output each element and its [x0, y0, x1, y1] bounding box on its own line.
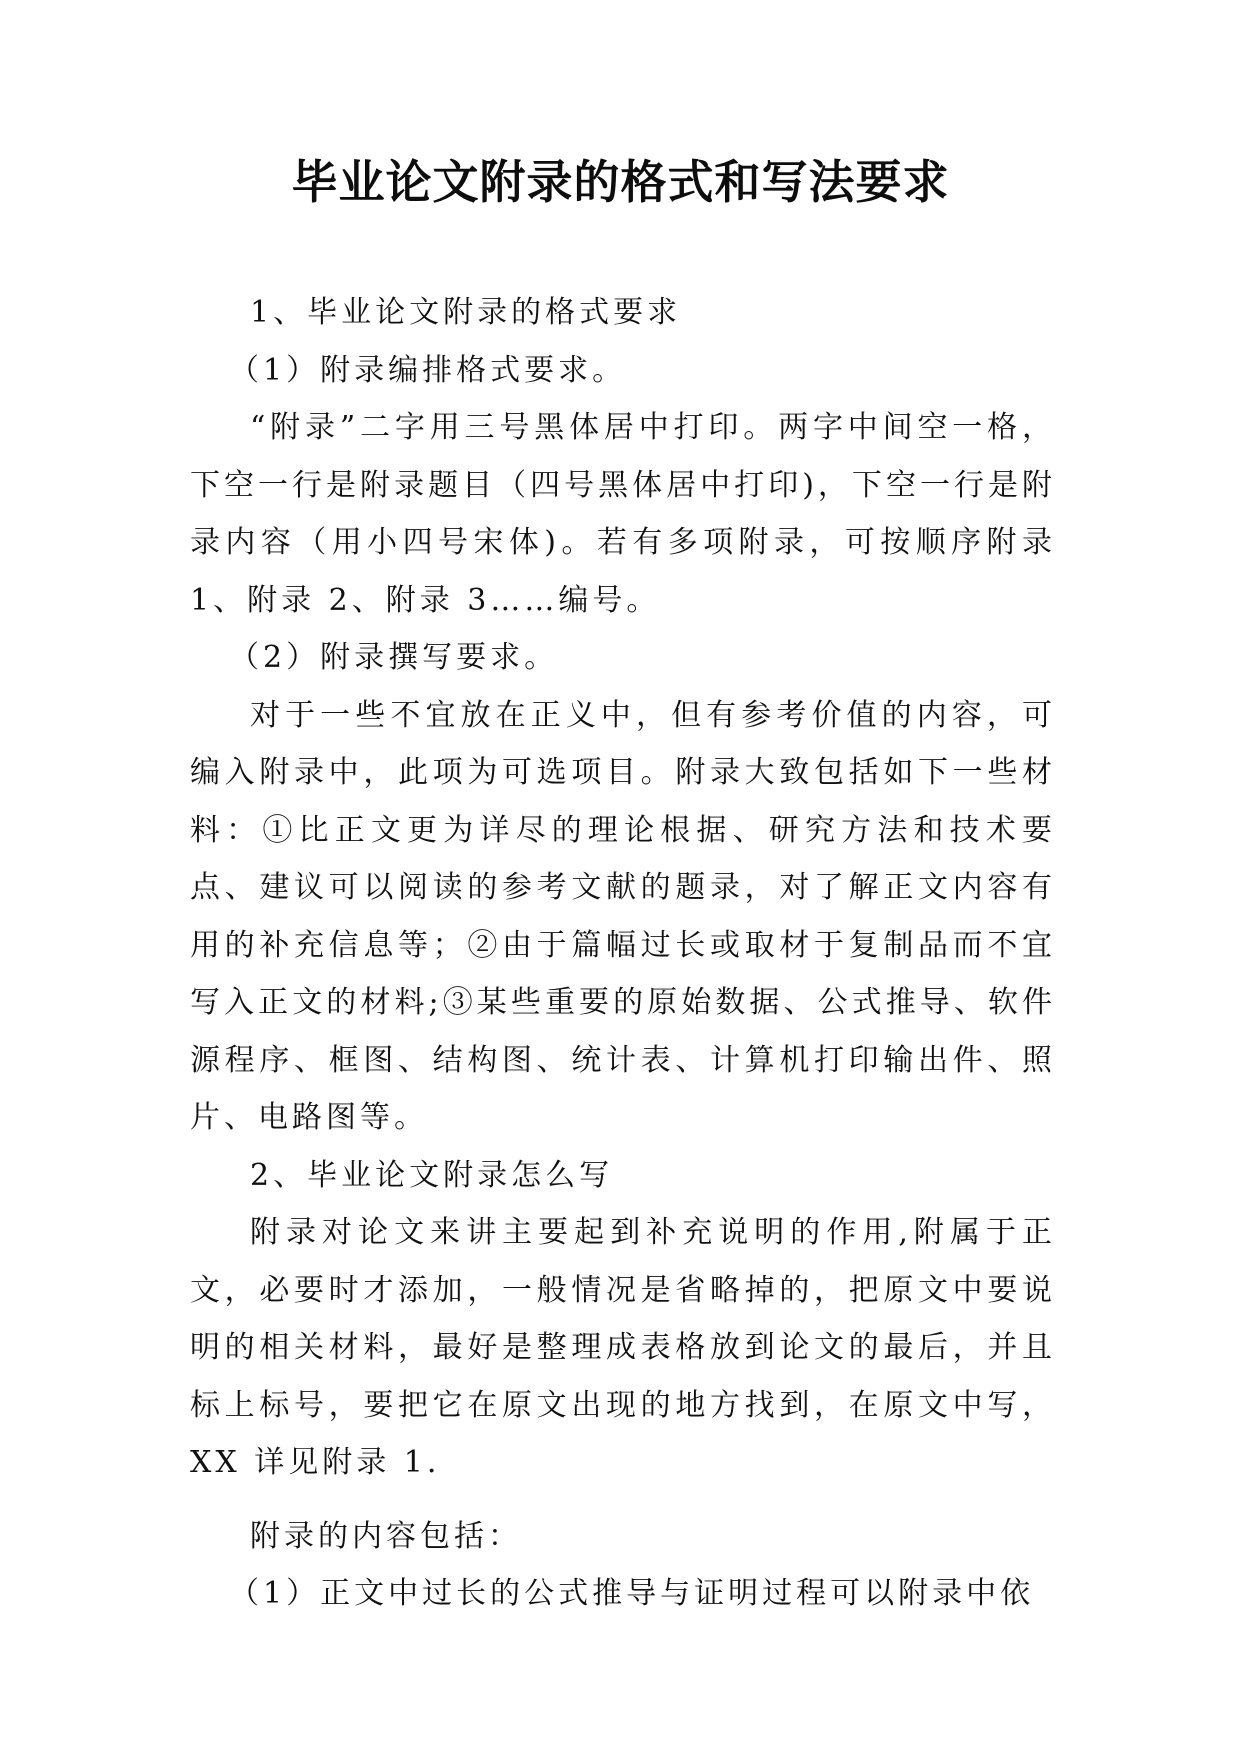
document-title: 毕业论文附录的格式和写法要求: [291, 155, 950, 209]
section-heading-2: 2、毕业论文附录怎么写: [250, 1157, 614, 1193]
paragraph-contents-item-1: （1）正文中过长的公式推导与证明过程可以附录中依: [229, 1576, 1035, 1611]
section-heading-1: 1、毕业论文附录的格式要求: [250, 295, 682, 330]
paragraph-format-requirements: “附录”二字用三号黑体居中打印。两字中间空一格，下空一行是附录题目（四号黑体居中打印)，下空一行是附录内容（用小四号宋体)。若有多项附录，可按顺序附录 1、附录 2、附录 3……编号。: [190, 410, 1056, 618]
paragraph-how-to-write: 附录对论文来讲主要起到补充说明的作用,附属于正文，必要时才添加，一般情况是省略掉的，把原文中要说明的相关材料，最好是整理成表格放到论文的最后，并且标上标号，要把它在原文出现的地方找到，在原文中写，XX 详见附录 1.: [190, 1215, 1056, 1480]
paragraph-writing-requirements: 对于一些不宜放在正义中，但有参考价值的内容，可编入附录中，此项为可选项目。附录大致包括如下一些材料：①比正文更为详尽的理论根据、研究方法和技术要点、建议可以阅读的参考文献的题录，对了解正文内容有用的补充信息等；②由于篇幅过长或取材于复制品而不宜写入正文的材料;③某些重要的原始数据、公式推导、软件源程序、框图、结构图、统计表、计算机打印输出件、照片、电路图等。: [190, 697, 1056, 1135]
subsection-heading-1-1: （1）附录编排格式要求。: [229, 352, 627, 388]
paragraph-contents-intro: 附录的内容包括：: [250, 1518, 522, 1554]
document-body: [190, 284, 1056, 1623]
subsection-heading-1-2: （2）附录撰写要求。: [229, 640, 559, 675]
